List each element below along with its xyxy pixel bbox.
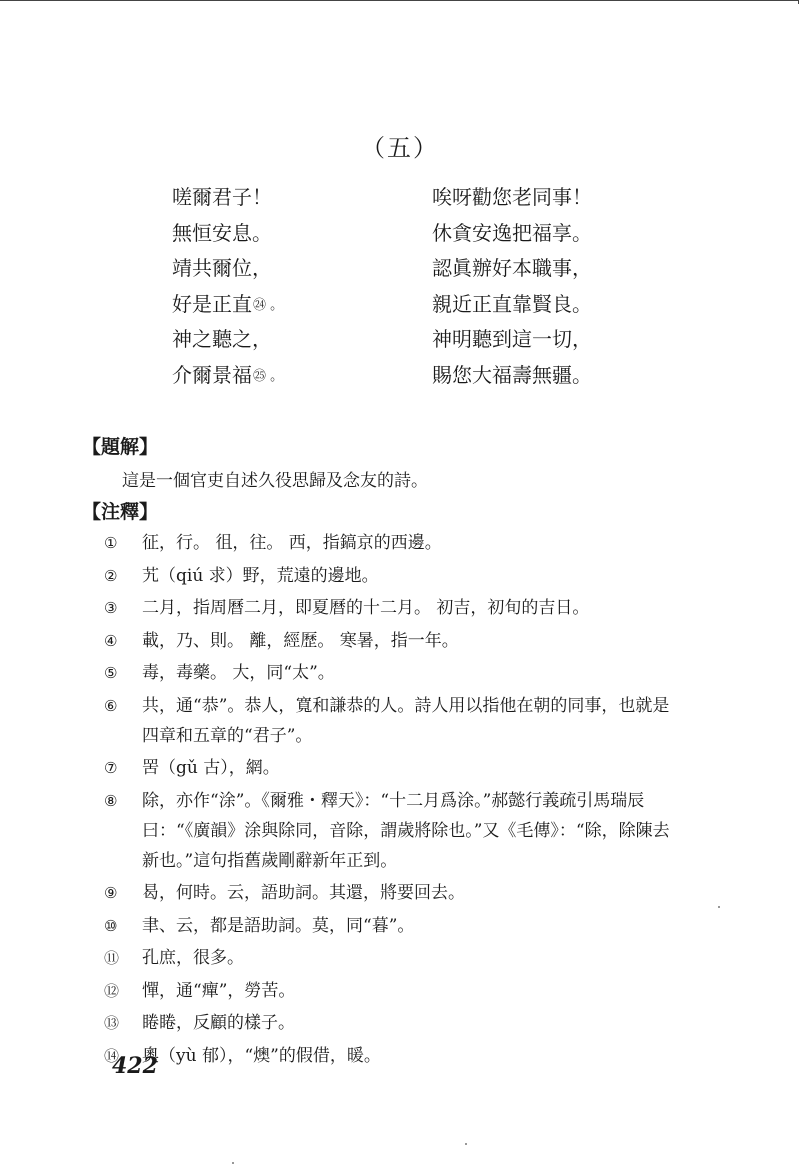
note-text: 憚，通“癉”，勞苦。 — [142, 980, 296, 1001]
poem-original-column — [172, 180, 283, 393]
note-item — [104, 626, 684, 656]
note-number: ⑫ — [104, 981, 120, 1000]
poem-original-line: 好是正直㉔ 。 — [172, 291, 284, 316]
poem-translation-line: 賜您大福壽無疆。 — [432, 362, 592, 387]
note-number: ① — [104, 534, 118, 552]
note-item — [104, 786, 684, 876]
explanation-heading: 【題解】 — [82, 436, 159, 458]
scan-speck — [465, 1143, 467, 1145]
top-border-line — [0, 0, 799, 4]
note-number: ⑭ — [104, 1046, 120, 1065]
annotation-mark-24: ㉔ 。 — [253, 297, 284, 313]
notes-heading: 【注釋】 — [82, 501, 159, 523]
note-text: 罟（gǔ 古），網。 — [142, 758, 280, 778]
poem-translation-line: 神明聽到這一切， — [432, 327, 592, 351]
note-item — [104, 561, 684, 591]
note-number: ⑥ — [104, 696, 118, 715]
note-text: 曷，何時。云，語助詞。其還，將要回去。 — [142, 883, 465, 903]
page-number: 422 — [112, 1053, 158, 1079]
annotation-mark-25: ㉕ 。 — [253, 368, 284, 384]
scan-speck — [718, 906, 720, 908]
section-title: （五） — [361, 134, 439, 162]
poem-translation-line: 親近正直靠賢良。 — [432, 291, 592, 316]
note-number: ⑪ — [104, 949, 120, 967]
poem-original-line: 靖共爾位， — [172, 256, 272, 280]
note-text: 載，乃、則。 離，經歷。 寒暑，指一年。 — [142, 630, 459, 651]
note-item — [104, 658, 684, 688]
poem-translation-line: 認眞辦好本職事， — [432, 256, 592, 280]
poem-translation-line: 休貪安逸把福享。 — [432, 220, 592, 245]
note-text: 征，行。 徂，往。 西，指鎬京的西邊。 — [142, 533, 442, 553]
explanation-text: 這是一個官吏自述久役思歸及念友的詩。 — [122, 471, 428, 491]
note-item — [104, 943, 684, 973]
note-number: ⑬ — [104, 1014, 120, 1032]
note-item — [104, 976, 684, 1006]
note-text: 除，亦作“涂”。《爾雅・釋天》：“十二月爲涂。”郝懿行義疏引馬瑞辰曰：“《廣韻》涂與除同，音除，謂歲將除也。”又《毛傳》：“除，除陳去新也。”這句指舊歲剛辭新年正到。 — [142, 790, 670, 871]
note-item — [104, 911, 684, 941]
note-item — [104, 593, 684, 623]
note-number: ② — [104, 566, 118, 585]
note-number: ⑦ — [104, 759, 118, 777]
note-text: 毒，毒藥。 大，同“太”。 — [142, 663, 335, 683]
poem-original-line: 嗟爾君子！ — [172, 185, 272, 209]
scan-speck — [232, 1162, 234, 1164]
note-number: ③ — [104, 599, 118, 617]
note-item — [104, 878, 684, 908]
note-item — [104, 1008, 684, 1038]
note-number: ⑤ — [104, 664, 118, 682]
poem-original-line: 神之聽之， — [172, 327, 272, 351]
note-item — [104, 691, 684, 751]
note-text: 共，通“恭”。恭人，寬和謙恭的人。詩人用以指他在朝的同事，也就是四章和五章的“君子”。 — [142, 695, 670, 746]
note-number: ⑩ — [104, 916, 118, 935]
note-number: ⑧ — [104, 791, 118, 810]
poem-original-line: 無恒安息。 — [172, 220, 272, 245]
poem-translation-line: 唉呀勸您老同事！ — [432, 185, 592, 209]
note-text: 艽（qiú 求）野，荒遠的邊地。 — [142, 565, 379, 586]
note-text: 聿、云，都是語助詞。莫，同“暮”。 — [142, 915, 415, 936]
note-item — [104, 1041, 684, 1071]
note-text: 二月，指周曆二月，即夏曆的十二月。 初吉，初旬的吉日。 — [142, 598, 590, 618]
note-text: 孔庶，很多。 — [142, 948, 244, 968]
note-text: 奧（yù 郁），“燠”的假借，暖。 — [142, 1045, 381, 1066]
note-number: ④ — [104, 631, 118, 650]
note-item — [104, 528, 684, 558]
poem-translation-column — [432, 180, 592, 393]
notes-list — [104, 528, 684, 1073]
poem-original-line: 介爾景福㉕ 。 — [172, 362, 284, 387]
note-number: ⑨ — [104, 884, 118, 902]
note-text: 睠睠，反顧的樣子。 — [142, 1013, 295, 1033]
note-item — [104, 753, 684, 783]
